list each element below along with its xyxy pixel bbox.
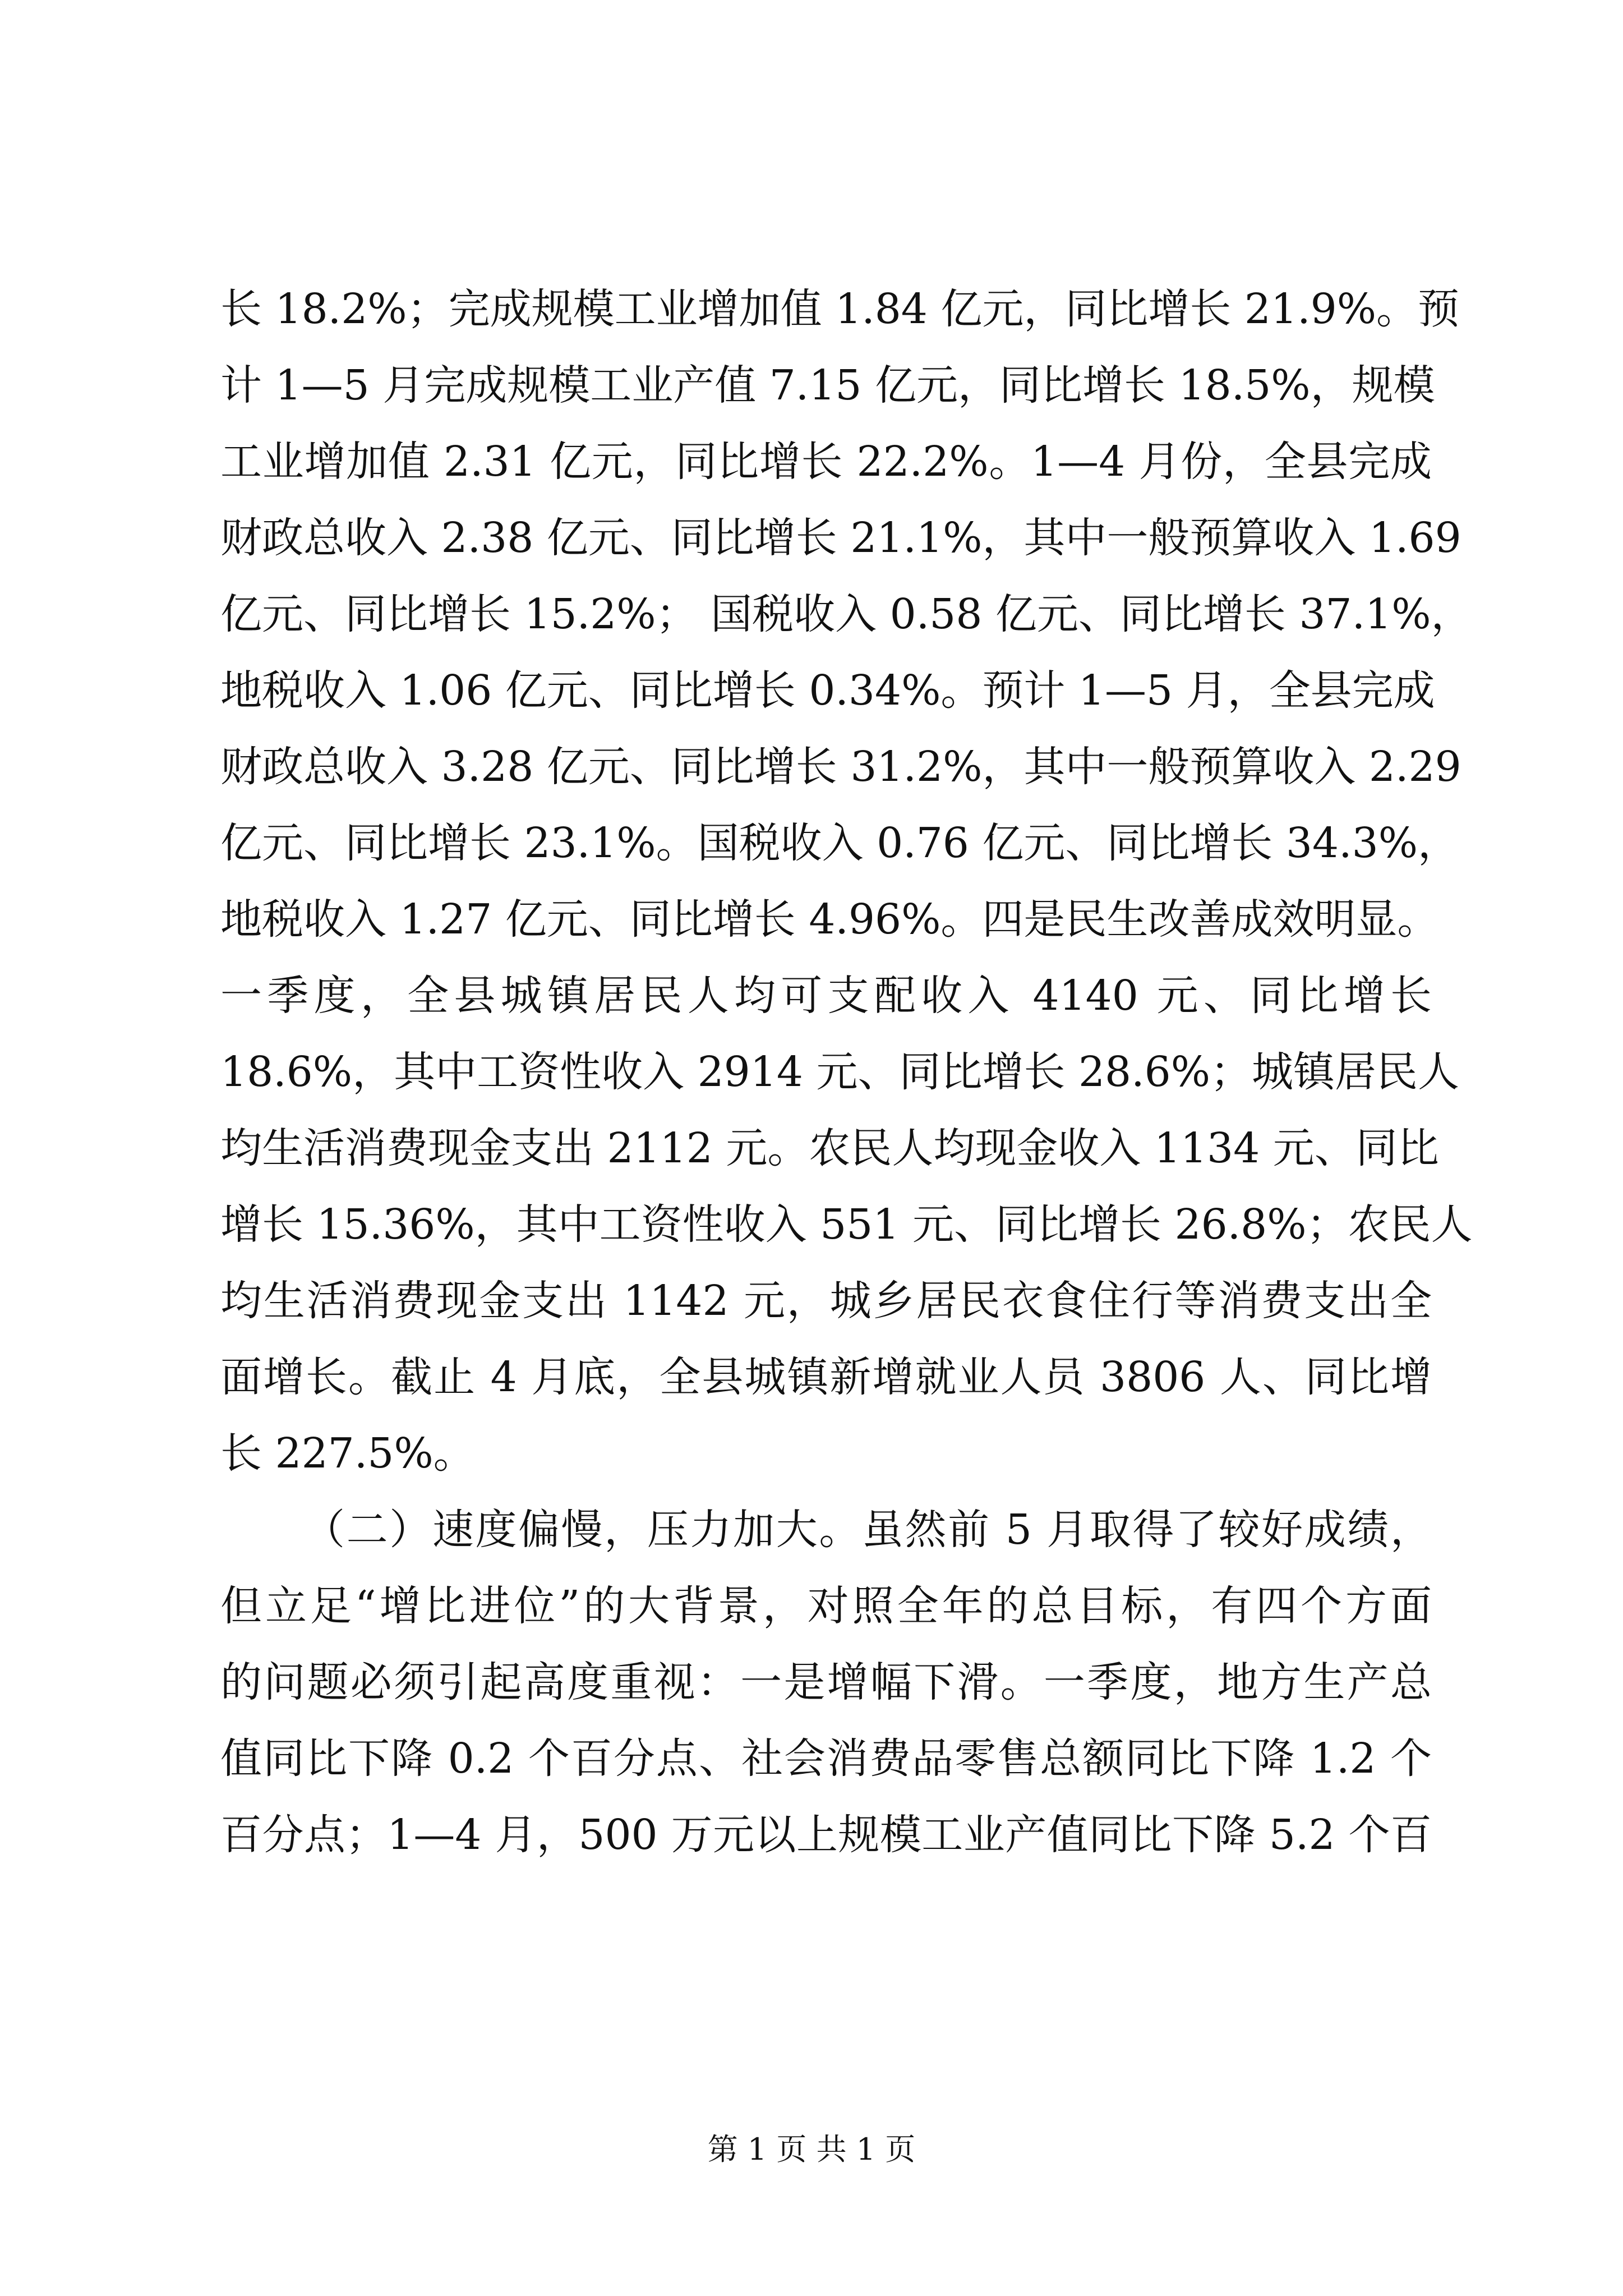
text-line: 工业增加值 2.31 亿元，同比增长 22.2%。1—4 月份，全县完成 — [220, 438, 1432, 486]
text-line: 财政总收入 3.28 亿元、同比增长 31.2%，其中一般预算收入 2.29 — [220, 743, 1461, 791]
text-line: 地税收入 1.06 亿元、同比增长 0.34%。预计 1—5 月，全县完成 — [220, 666, 1435, 715]
text-line: 计 1—5 月完成规模工业产值 7.15 亿元，同比增长 18.5%，规模 — [220, 361, 1435, 409]
text-line: 面增长。截止 4 月底，全县城镇新增就业人员 3806 人、同比增 — [220, 1353, 1432, 1401]
text-line: 亿元、同比增长 15.2%； 国税收入 0.58 亿元、同比增长 37.1%， — [220, 590, 1473, 638]
text-line: 长 18.2%；完成规模工业增加值 1.84 亿元，同比增长 21.9%。预 — [220, 285, 1460, 333]
text-line: 均生活消费现金支出 1142 元，城乡居民衣食住行等消费支出全 — [220, 1277, 1432, 1325]
paragraph-1 — [220, 271, 1473, 1492]
text-line: 亿元、同比增长 23.1%。国税收入 0.76 亿元、同比增长 34.3%， — [220, 819, 1460, 867]
page-footer: 第 1 页 共 1 页 — [707, 2132, 916, 2167]
text-line: 长 227.5%。 — [220, 1429, 475, 1478]
text-line: 但立足“增比进位”的大背景，对照全年的总目标，有四个方面 — [220, 1582, 1432, 1630]
text-line: 18.6%，其中工资性收入 2914 元、同比增长 28.6%；城镇居民人 — [220, 1048, 1460, 1096]
text-line: 增长 15.36%，其中工资性收入 551 元、同比增长 26.8%；农民人 — [220, 1200, 1473, 1249]
text-line: 一季度，全县城镇居民人均可支配收入 4140 元、同比增长 — [220, 972, 1432, 1020]
text-line: （二）速度偏慢，压力加大。虽然前 5 月取得了较好成绩， — [303, 1506, 1432, 1554]
text-line: 财政总收入 2.38 亿元、同比增长 21.1%，其中一般预算收入 1.69 — [220, 514, 1461, 562]
document-body — [220, 271, 1473, 1873]
text-line: 均生活消费现金支出 2112 元。农民人均现金收入 1134 元、同比 — [220, 1124, 1439, 1172]
text-line: 值同比下降 0.2 个百分点、社会消费品零售总额同比下降 1.2 个 — [220, 1734, 1432, 1783]
text-line: 的问题必须引起高度重视：一是增幅下滑。一季度，地方生产总 — [220, 1658, 1432, 1706]
paragraph-2 — [220, 1492, 1432, 1873]
text-line: 百分点；1—4 月，500 万元以上规模工业产值同比下降 5.2 个百 — [220, 1811, 1432, 1859]
text-line: 地税收入 1.27 亿元、同比增长 4.96%。四是民生改善成效明显。 — [220, 895, 1439, 944]
